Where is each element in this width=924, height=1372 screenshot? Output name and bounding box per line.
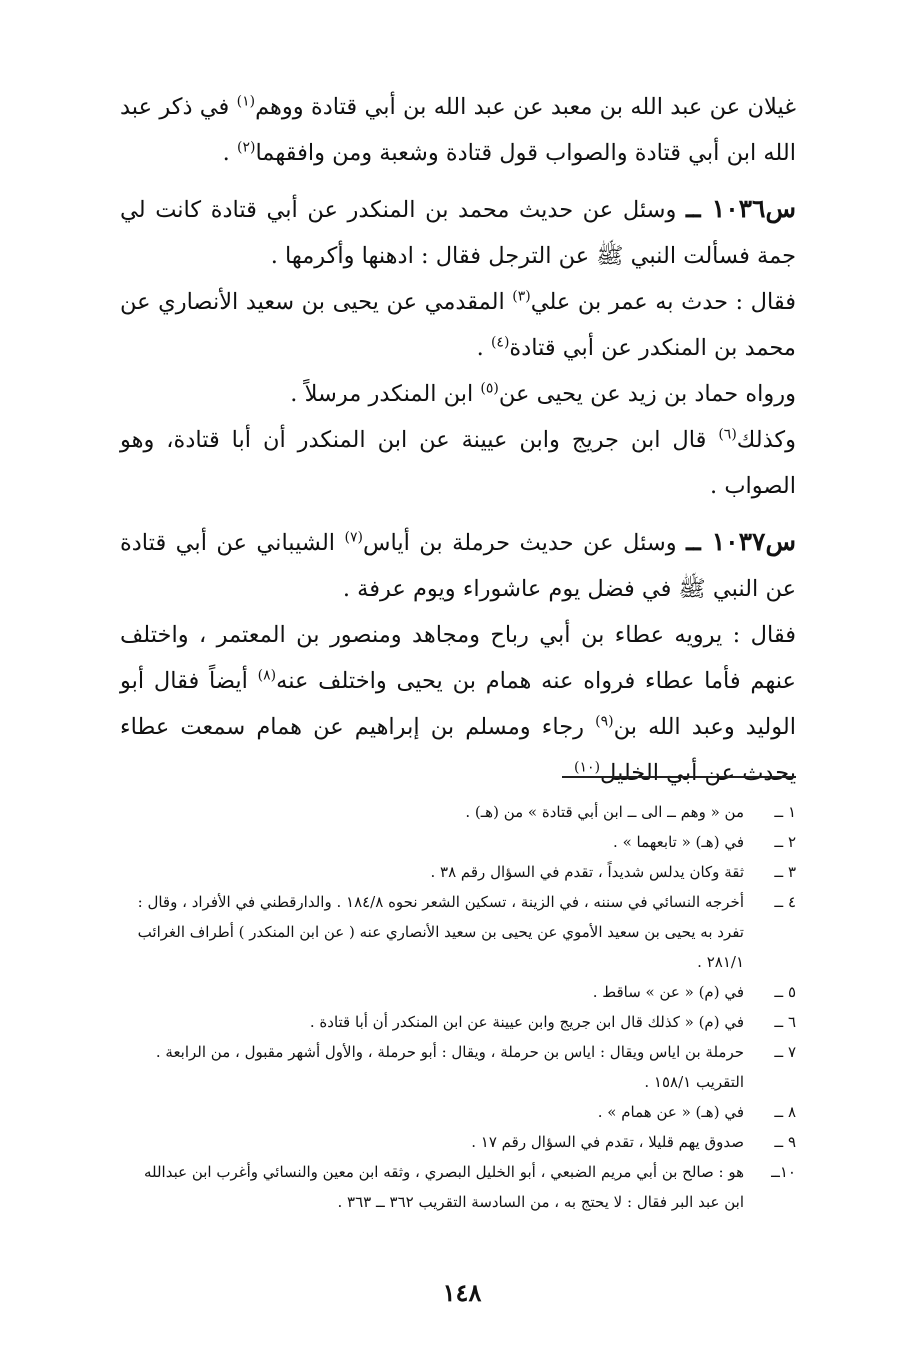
text-run: في ذكر عبد الله ابن أبي قتادة والصواب قول قتادة وشعبة ومن وافقهما [120, 94, 796, 166]
footnote-number: ٥ ــ [774, 983, 796, 1001]
footnote-text: هو : صالح بن أبي مريم الضبعي ، أبو الخليل البصري ، وثقه ابن معين والنسائي وأغرب ابن عبدالله ابن عبد البر فقال : لا يحتج به ، من السادسة التقريب ٣٦٢ ــ ٣٦٣ . [143, 1163, 744, 1211]
footnote-marker: (٥) [480, 380, 499, 397]
footnote-text: حرملة بن اياس ويقال : اياس بن حرملة ، ويقال : أبو حرملة ، والأول أشهر مقبول ، من الرابعة . التقريب ١٥٨/١ . [155, 1043, 744, 1091]
footnote-marker: (٣) [512, 288, 531, 305]
footnote-text: ثقة وكان يدلس شديداً ، تقدم في السؤال رقم ٣٨ . [430, 863, 744, 881]
footnote-marker: (٢) [236, 139, 256, 156]
question-number: س١٠٣٦ ــ [685, 194, 797, 223]
footnote-text: في (م) « عن » ساقط . [592, 983, 744, 1001]
paragraph [120, 519, 796, 612]
paragraph [120, 371, 796, 417]
footnote [120, 887, 796, 977]
footnote-marker: (٩) [595, 713, 614, 730]
footnote-number: ٦ ــ [774, 1013, 796, 1031]
footnote-separator [562, 776, 796, 778]
paragraph [120, 186, 796, 279]
footnote-number: ٣ ــ [774, 863, 796, 881]
text-run: غيلان عن عبد الله بن معبد عن عبد الله بن أبي قتادة ووهم [255, 94, 796, 120]
paragraph [120, 84, 796, 176]
text-run: . [222, 140, 237, 166]
paragraph [120, 417, 796, 509]
footnote-number: ١٠ــ [771, 1163, 796, 1181]
footnote [120, 1127, 796, 1157]
footnote-text: في (م) « كذلك قال ابن جريج وابن عيينة عن ابن المنكدر أن أبا قتادة . [309, 1013, 744, 1031]
footnote-number: ١ ــ [774, 803, 796, 821]
footnote-text: من « وهم ــ الى ــ ابن أبي قتادة » من (هـ) . [465, 803, 744, 821]
paragraph [120, 279, 796, 371]
footnote-marker: (١٠) [574, 759, 601, 776]
footnote [120, 797, 796, 827]
text-run: أيضاً فقال أبو الوليد وعبد الله بن [120, 668, 796, 740]
footnote-marker: (١) [236, 93, 256, 110]
text-run: وسئل عن حديث محمد بن المنكدر عن أبي قتادة كانت لي جمة فسألت النبي ﷺ عن الترجل فقال : ادهنها وأكرمها . [120, 197, 796, 269]
text-run: فقال : يرويه عطاء بن أبي رباح ومجاهد ومنصور بن المعتمر ، واختلف عنهم فأما عطاء فرواه عنه همام بن يحيى واختلف عنه [120, 622, 796, 694]
text-run: وسئل عن حديث حرملة بن أياس [363, 530, 687, 556]
footnote-number: ٢ ــ [774, 833, 796, 851]
paragraph [120, 612, 796, 796]
main-text [120, 84, 796, 796]
footnote-marker: (٨) [257, 667, 277, 684]
text-run: رجاء ومسلم بن إبراهيم عن همام سمعت عطاء يحدث عن أبي الخليل [120, 714, 796, 786]
footnote-number: ٩ ــ [774, 1133, 796, 1151]
footnote-text: صدوق يهم قليلا ، تقدم في السؤال رقم ١٧ . [471, 1133, 744, 1151]
page-number: ١٤٨ [442, 1278, 482, 1307]
footnote-text: في (هـ) « عن همام » . [597, 1103, 744, 1121]
footnote [120, 1097, 796, 1127]
text-run: قال ابن جريج وابن عيينة عن ابن المنكدر أن أبا قتادة، وهو الصواب . [120, 427, 796, 499]
question-number: س١٠٣٧ ــ [686, 527, 796, 556]
footnote-marker: (٤) [490, 334, 510, 351]
footnote-marker: (٧) [344, 529, 363, 546]
footnote [120, 827, 796, 857]
footnote [120, 1007, 796, 1037]
footnote-number: ٨ ــ [774, 1103, 796, 1121]
footnote-text: أخرجه النسائي في سننه ، في الزينة ، تسكين الشعر نحوه ١٨٤/٨ . والدارقطني في الأفراد ، وقال : تفرد به يحيى بن سعيد الأموي عن يحيى بن سعيد الأنصاري عنه ( عن ابن المنكدر ) أطراف الغرائب ٢٨١/١ . [137, 893, 744, 971]
text-run: . [476, 335, 491, 361]
footnote-text: في (هـ) « تابعهما » . [613, 833, 744, 851]
text-run: المقدمي عن يحيى بن سعيد الأنصاري عن محمد بن المنكدر عن أبي قتادة [120, 289, 796, 361]
footnote [120, 1157, 796, 1217]
footnote [120, 1037, 796, 1097]
footnote-marker: (٦) [718, 426, 737, 443]
text-run: الشيباني عن أبي قتادة عن النبي ﷺ في فضل يوم عاشوراء ويوم عرفة . [120, 530, 796, 602]
footnote [120, 857, 796, 887]
text-run: فقال : حدث به عمر بن علي [530, 289, 796, 315]
text-run: ابن المنكدر مرسلاً . [290, 381, 481, 407]
footnote [120, 977, 796, 1007]
footnotes [120, 797, 796, 1217]
footnote-number: ٤ ــ [774, 893, 796, 911]
text-run: وكذلك [736, 427, 796, 453]
footnote-number: ٧ ــ [774, 1043, 796, 1061]
text-run: ورواه حماد بن زيد عن يحيى عن [498, 381, 796, 407]
